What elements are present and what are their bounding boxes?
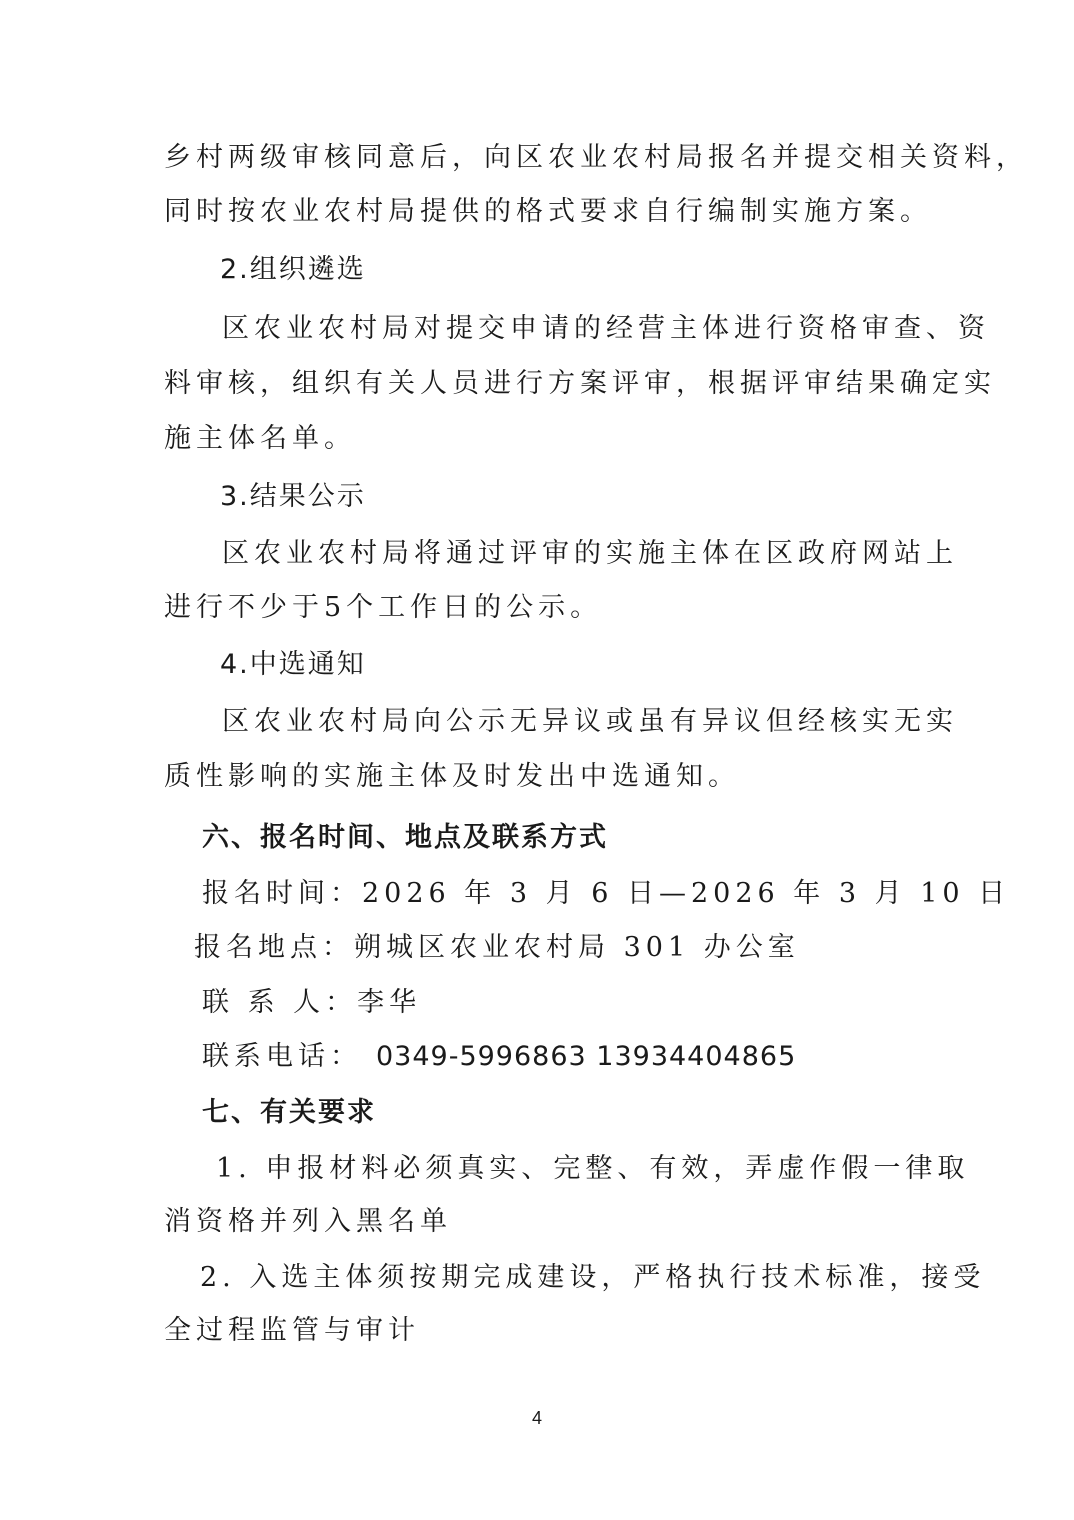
body-text-line: 施主体名单。 bbox=[164, 423, 356, 454]
subsection-heading: 4.中选通知 bbox=[220, 649, 366, 680]
requirement-line: 全过程监管与审计 bbox=[164, 1315, 420, 1346]
body-text-line: 乡村两级审核同意后，向区农业农村局报名并提交相关资料， bbox=[164, 142, 1028, 173]
body-text-line: 进行不少于5个工作日的公示。 bbox=[164, 592, 603, 623]
body-text-line: 同时按农业农村局提供的格式要求自行编制实施方案。 bbox=[164, 196, 932, 227]
registration-time: 报名时间：2026 年 3 月 6 日—2026 年 3 月 10 日 bbox=[202, 878, 1011, 909]
section-heading: 七、有关要求 bbox=[202, 1097, 376, 1128]
body-text-line: 料审核，组织有关人员进行方案评审，根据评审结果确定实 bbox=[164, 368, 996, 399]
requirement-line: 消资格并列入黑名单 bbox=[164, 1206, 452, 1237]
subsection-heading: 3.结果公示 bbox=[220, 481, 366, 512]
contact-phone-value: 0349-5996863 13934404865 bbox=[376, 1041, 797, 1072]
contact-person: 联 系 人：李华 bbox=[202, 987, 422, 1018]
body-text-line: 质性影响的实施主体及时发出中选通知。 bbox=[164, 761, 740, 792]
registration-place: 报名地点：朔城区农业农村局 301 办公室 bbox=[194, 932, 800, 963]
contact-phone-label: 联系电话： bbox=[202, 1041, 362, 1072]
subsection-heading: 2.组织遴选 bbox=[220, 254, 366, 285]
requirement-line: 1. 申报材料必须真实、完整、有效，弄虚作假一律取 bbox=[216, 1153, 970, 1184]
page-number: 4 bbox=[531, 1408, 542, 1428]
requirement-line: 2. 入选主体须按期完成建设，严格执行技术标准，接受 bbox=[200, 1262, 986, 1293]
section-heading: 六、报名时间、地点及联系方式 bbox=[202, 822, 608, 853]
body-text-line: 区农业农村局向公示无异议或虽有异议但经核实无实 bbox=[222, 706, 958, 737]
body-text-line: 区农业农村局对提交申请的经营主体进行资格审查、资 bbox=[222, 313, 990, 344]
contact-phone bbox=[202, 1039, 796, 1075]
body-text-line: 区农业农村局将通过评审的实施主体在区政府网站上 bbox=[222, 538, 958, 569]
